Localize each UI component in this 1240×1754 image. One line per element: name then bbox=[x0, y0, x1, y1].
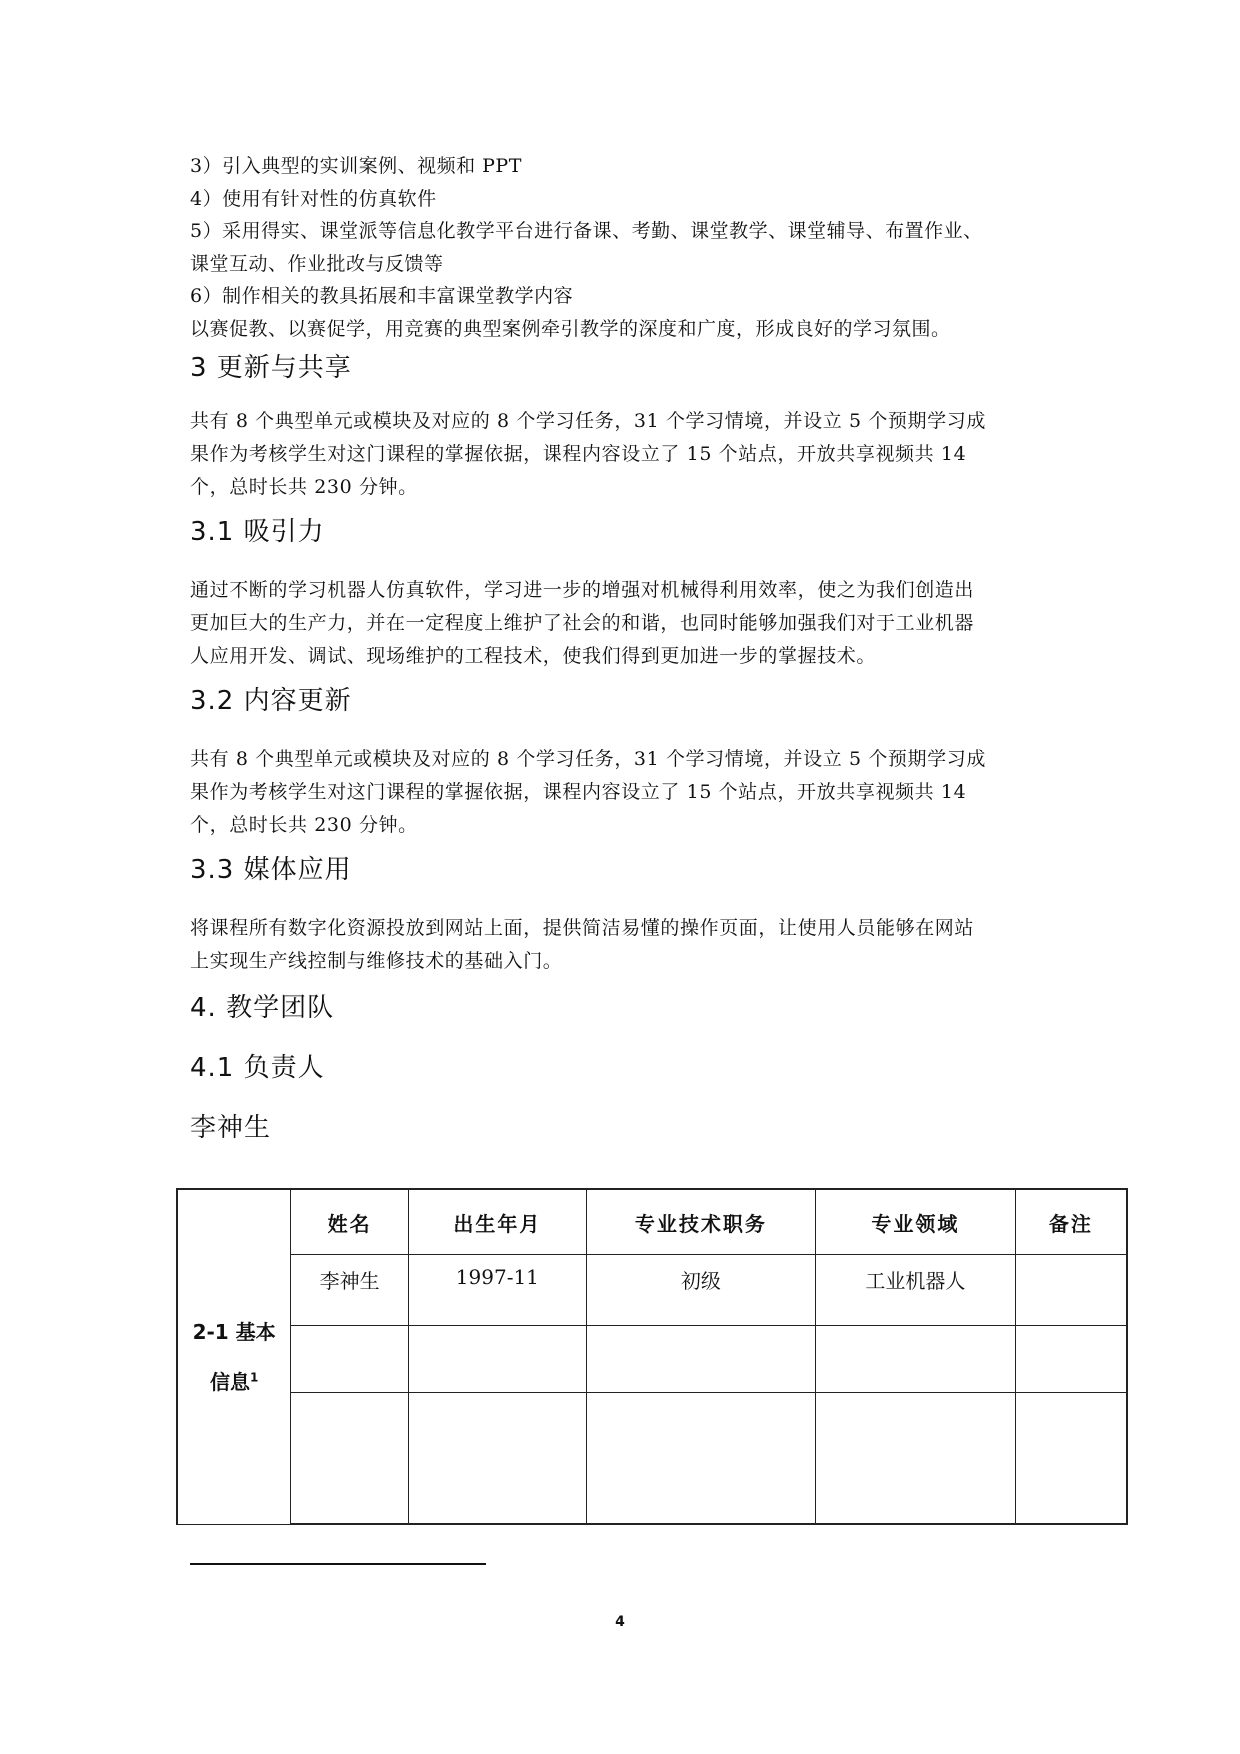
table-row bbox=[177, 1255, 1127, 1326]
table-header-cell: 备注 bbox=[1015, 1189, 1127, 1255]
table-cell bbox=[291, 1393, 409, 1525]
paragraph-line: 果作为考核学生对这门课程的掌握依据，课程内容设立了 15 个站点，开放共享视频共 14 bbox=[190, 781, 967, 803]
list-item: 5）采用得实、课堂派等信息化教学平台进行备课、考勤、课堂教学、课堂辅导、布置作业、 bbox=[190, 220, 983, 242]
paragraph-line: 更加巨大的生产力，并在一定程度上维护了社会的和谐，也同时能够加强我们对于工业机器 bbox=[190, 612, 975, 634]
table-cell: 工业机器人 bbox=[816, 1255, 1016, 1326]
list-item: 课堂互动、作业批改与反馈等 bbox=[190, 252, 444, 275]
table-header-cell: 专业领域 bbox=[816, 1189, 1016, 1255]
list-item: 6）制作相关的教具拓展和丰富课堂教学内容 bbox=[190, 285, 574, 307]
footnote-mark: 1 bbox=[249, 1370, 259, 1385]
person-name: 李神生 bbox=[190, 1113, 272, 1143]
table-cell: 李神生 bbox=[291, 1255, 409, 1326]
section-heading-4: 4. 教学团队 bbox=[190, 993, 335, 1023]
table-header-row bbox=[177, 1189, 1127, 1255]
paragraph-line: 将课程所有数字化资源投放到网站上面，提供简洁易懂的操作页面，让使用人员能够在网站 bbox=[190, 917, 975, 939]
section-heading-3-2: 3.2 内容更新 bbox=[190, 686, 352, 716]
side-label-line: 信息$^1$ bbox=[209, 1369, 259, 1394]
paragraph-line: 通过不断的学习机器人仿真软件，学习进一步的增强对机械得利用效率，使之为我们创造出 bbox=[190, 579, 975, 601]
table-cell bbox=[291, 1326, 409, 1393]
table-side-label bbox=[177, 1189, 291, 1524]
list-item: 3）引入典型的实训案例、视频和 PPT bbox=[190, 155, 522, 177]
table-cell bbox=[1015, 1326, 1127, 1393]
paragraph-line: 个，总时长共 230 分钟。 bbox=[190, 476, 418, 498]
table-header-cell: 姓名 bbox=[291, 1189, 409, 1255]
table-header-cell: 出生年月 bbox=[409, 1189, 587, 1255]
list-item: 4）使用有针对性的仿真软件 bbox=[190, 187, 437, 210]
table-row bbox=[177, 1393, 1127, 1525]
table-header-cell: 专业技术职务 bbox=[586, 1189, 815, 1255]
paragraph-line: 共有 8 个典型单元或模块及对应的 8 个学习任务，31 个学习情境，并设立 5 个预期学习成 bbox=[190, 410, 986, 432]
page-content bbox=[190, 150, 1060, 1158]
section-heading-3-1: 3.1 吸引力 bbox=[190, 517, 325, 547]
table-cell bbox=[586, 1393, 815, 1525]
section-heading-3: 3 更新与共享 bbox=[190, 353, 352, 383]
table-cell bbox=[816, 1393, 1016, 1525]
paragraph-line: 个，总时长共 230 分钟。 bbox=[190, 814, 418, 836]
paragraph-line: 人应用开发、调试、现场维护的工程技术，使我们得到更加进一步的掌握技术。 bbox=[190, 645, 877, 667]
table-cell bbox=[586, 1326, 815, 1393]
basic-info-table bbox=[176, 1188, 1128, 1525]
table-cell bbox=[409, 1326, 587, 1393]
table-cell: 1997-11 bbox=[409, 1255, 587, 1326]
table-cell bbox=[1015, 1255, 1127, 1326]
section-heading-3-3: 3.3 媒体应用 bbox=[190, 855, 352, 885]
side-label-line: 2-1 基本 bbox=[192, 1319, 276, 1344]
table-cell bbox=[409, 1393, 587, 1525]
section-heading-4-1: 4.1 负责人 bbox=[190, 1053, 325, 1083]
paragraph-line: 共有 8 个典型单元或模块及对应的 8 个学习任务，31 个学习情境，并设立 5 个预期学习成 bbox=[190, 748, 986, 770]
paragraph-line: 上实现生产线控制与维修技术的基础入门。 bbox=[190, 950, 563, 972]
footnote-separator bbox=[190, 1563, 486, 1565]
table-cell: 初级 bbox=[586, 1255, 815, 1326]
table-cell bbox=[1015, 1393, 1127, 1525]
paragraph-line: 果作为考核学生对这门课程的掌握依据，课程内容设立了 15 个站点，开放共享视频共 14 bbox=[190, 443, 967, 465]
table-cell bbox=[816, 1326, 1016, 1393]
page-number: 4 bbox=[615, 1614, 625, 1630]
list-item: 以赛促教、以赛促学，用竞赛的典型案例牵引教学的深度和广度，形成良好的学习氛围。 bbox=[190, 317, 951, 340]
table-row bbox=[177, 1326, 1127, 1393]
